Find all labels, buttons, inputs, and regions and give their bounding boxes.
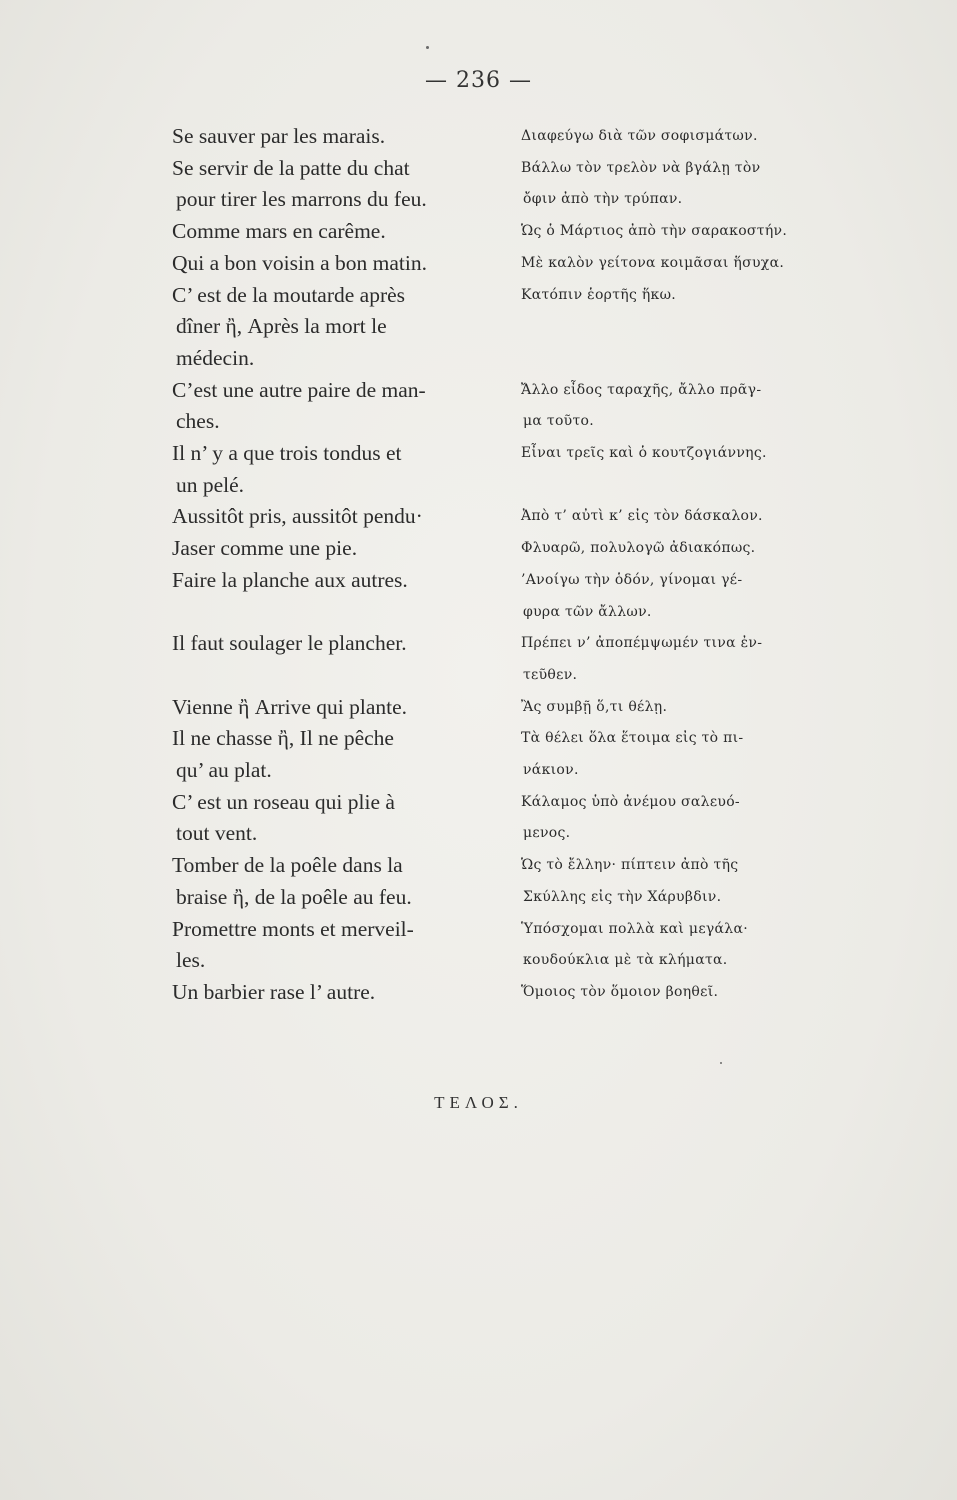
greek-translation-line: Διαφεύγω διὰ τῶν σοφισμάτων.	[521, 128, 758, 144]
greek-translation-line: μενος.	[523, 825, 571, 842]
greek-translation-line: Ὑπόσχομαι πολλὰ καὶ μεγάλα·	[521, 920, 748, 937]
french-proverb-line: Jaser comme une pie.	[172, 536, 358, 561]
french-proverb-line: Qui a bon voisin a bon matin.	[172, 250, 427, 275]
proverb-row	[0, 501, 957, 533]
french-proverb-line: les.	[176, 948, 206, 973]
proverb-row	[0, 438, 957, 501]
french-proverb-line: Vienne ἢ Arrive qui plante.	[172, 694, 408, 719]
greek-translation	[521, 692, 861, 724]
greek-translation-line: Ὡς τὸ ἔλλην· πίπτειν ἀπὸ τῆς	[521, 857, 739, 874]
greek-translation	[521, 216, 861, 248]
greek-translation	[521, 628, 861, 691]
french-proverb-line: Promettre monts et merveil-	[172, 916, 414, 941]
french-proverb	[172, 787, 512, 850]
french-proverb-line: un pelé.	[176, 472, 245, 497]
french-proverb-line: Il n’ y a que trois tondus et	[172, 441, 402, 465]
proverb-row	[0, 692, 957, 724]
french-proverb	[172, 216, 512, 248]
french-proverb-line: Il faut soulager le plancher.	[172, 631, 407, 656]
greek-translation	[521, 723, 861, 786]
french-proverb	[172, 280, 512, 375]
french-proverb	[172, 533, 512, 565]
french-proverb-line: Se servir de la patte du chat	[172, 155, 410, 180]
french-proverb-line: ches.	[176, 409, 220, 434]
greek-translation-line: Εἶναι τρεῖς καὶ ὁ κουτζογιάννης.	[521, 445, 767, 461]
greek-translation-line: Φλυαρῶ, πολυλογῶ ἀδιακόπως.	[521, 540, 756, 557]
greek-translation	[521, 153, 861, 216]
greek-translation-line: νάκιον.	[523, 762, 579, 778]
proverb-row	[0, 121, 957, 153]
proverb-row	[0, 977, 957, 1009]
greek-translation-line: Βάλλω τὸν τρελὸν νὰ βγάλῃ τὸν	[521, 159, 761, 176]
french-proverb-line: Se sauver par les marais.	[172, 124, 386, 148]
french-proverb	[172, 628, 512, 660]
proverb-row	[0, 533, 957, 565]
proverb-row	[0, 628, 957, 691]
greek-translation-line: Ἂς συμβῇ ὅ,τι θέλῃ.	[521, 698, 668, 715]
proverb-row	[0, 248, 957, 280]
proverb-row	[0, 914, 957, 977]
french-proverb-line: dîner ἢ, Après la mort le	[176, 314, 387, 339]
french-proverb	[172, 692, 512, 724]
french-proverb	[172, 438, 512, 501]
greek-translation	[521, 850, 861, 913]
greek-translation-line: ὄφιν ἀπὸ τὴν τρύπαν.	[523, 191, 683, 208]
greek-translation	[521, 248, 861, 280]
french-proverb	[172, 850, 512, 913]
end-marker: ΤΕΛΟΣ.	[434, 1093, 523, 1112]
french-proverb-line: braise ἢ, de la poêle au feu.	[176, 884, 412, 909]
proverb-row	[0, 375, 957, 438]
greek-translation	[521, 501, 861, 533]
greek-translation-line: Κάλαμος ὑπὸ ἀνέμου σαλευό-	[521, 793, 740, 810]
greek-translation-line: Ἀπὸ τ’ αὐτὶ κ’ εἰς τὸν δάσκαλον.	[521, 508, 763, 525]
greek-translation-line: Ὅμοιος τὸν ὅμοιον βοηθεῖ.	[521, 983, 719, 1000]
greek-translation	[521, 280, 861, 312]
greek-translation	[521, 787, 861, 850]
proverb-row	[0, 565, 957, 628]
greek-translation-line: Κατόπιν ἑορτῆς ἥκω.	[521, 286, 677, 303]
french-proverb	[172, 153, 512, 216]
greek-translation	[521, 375, 861, 438]
proverb-row	[0, 850, 957, 913]
french-proverb-line: C’ est de la moutarde après	[172, 282, 406, 307]
greek-translation-line: ’Ανοίγω τὴν ὁδόν, γίνομαι γέ-	[521, 571, 743, 588]
speck-mark	[720, 1062, 722, 1064]
page-number: — 236 —	[425, 68, 532, 93]
french-proverb-line: qu’ au plat.	[176, 758, 272, 782]
french-proverb-line: pour tirer les marrons du feu.	[176, 187, 427, 212]
greek-translation-line: Σκύλλης εἰς τὴν Χάρυβδιν.	[523, 888, 722, 905]
proverb-row	[0, 153, 957, 216]
french-proverb-line: médecin.	[176, 345, 255, 370]
greek-translation-line: Μὲ καλὸν γείτονα κοιμᾶσαι ἥσυχα.	[521, 254, 785, 271]
greek-translation	[521, 533, 861, 565]
french-proverb	[172, 248, 512, 280]
greek-translation	[521, 914, 861, 977]
greek-translation	[521, 438, 861, 470]
proverb-row	[0, 280, 957, 375]
french-proverb-line: Aussitôt pris, aussitôt pendu·	[172, 504, 423, 529]
french-proverb-line: Il ne chasse ἢ, Il ne pêche	[172, 726, 394, 751]
greek-translation	[521, 565, 861, 628]
french-proverb	[172, 977, 512, 1009]
greek-translation-line: φυρα τῶν ἄλλων.	[523, 603, 652, 620]
greek-translation-line: Ὡς ὁ Μάρτιος ἀπὸ τὴν σαρακοστήν.	[521, 223, 788, 240]
greek-translation-line: μα τοῦτο.	[523, 413, 595, 430]
greek-translation	[521, 977, 861, 1009]
french-proverb-line: Un barbier rase l’ autre.	[172, 979, 376, 1004]
speck-mark	[426, 46, 429, 49]
proverb-row	[0, 723, 957, 786]
proverb-row	[0, 216, 957, 248]
french-proverb-line: Faire la planche aux autres.	[172, 567, 408, 592]
french-proverb-line: C’est une autre paire de man-	[172, 377, 426, 402]
proverb-row	[0, 787, 957, 850]
greek-translation-line: Πρέπει ν’ ἀποπέμψωμέν τινα ἐν-	[521, 635, 763, 652]
french-proverb-line: tout vent.	[176, 821, 258, 846]
greek-translation-line: Τὰ θέλει ὅλα ἕτοιμα εἰς τὸ πι-	[521, 730, 744, 747]
greek-translation-line: τεῦθεν.	[523, 666, 578, 683]
french-proverb-line: Comme mars en carême.	[172, 219, 386, 244]
french-proverb	[172, 723, 512, 786]
greek-translation	[521, 121, 861, 153]
greek-translation-line: κουδούκλια μὲ τὰ κλήματα.	[523, 952, 728, 969]
french-proverb-line: C’ est un roseau qui plie à	[172, 789, 395, 814]
french-proverb	[172, 121, 512, 153]
french-proverb	[172, 501, 512, 533]
french-proverb-line: Tomber de la poêle dans la	[172, 853, 403, 878]
greek-translation-line: Ἄλλο εἶδος ταραχῆς, ἄλλο πρᾶγ-	[521, 381, 762, 398]
french-proverb	[172, 914, 512, 977]
french-proverb	[172, 375, 512, 438]
french-proverb	[172, 565, 512, 597]
